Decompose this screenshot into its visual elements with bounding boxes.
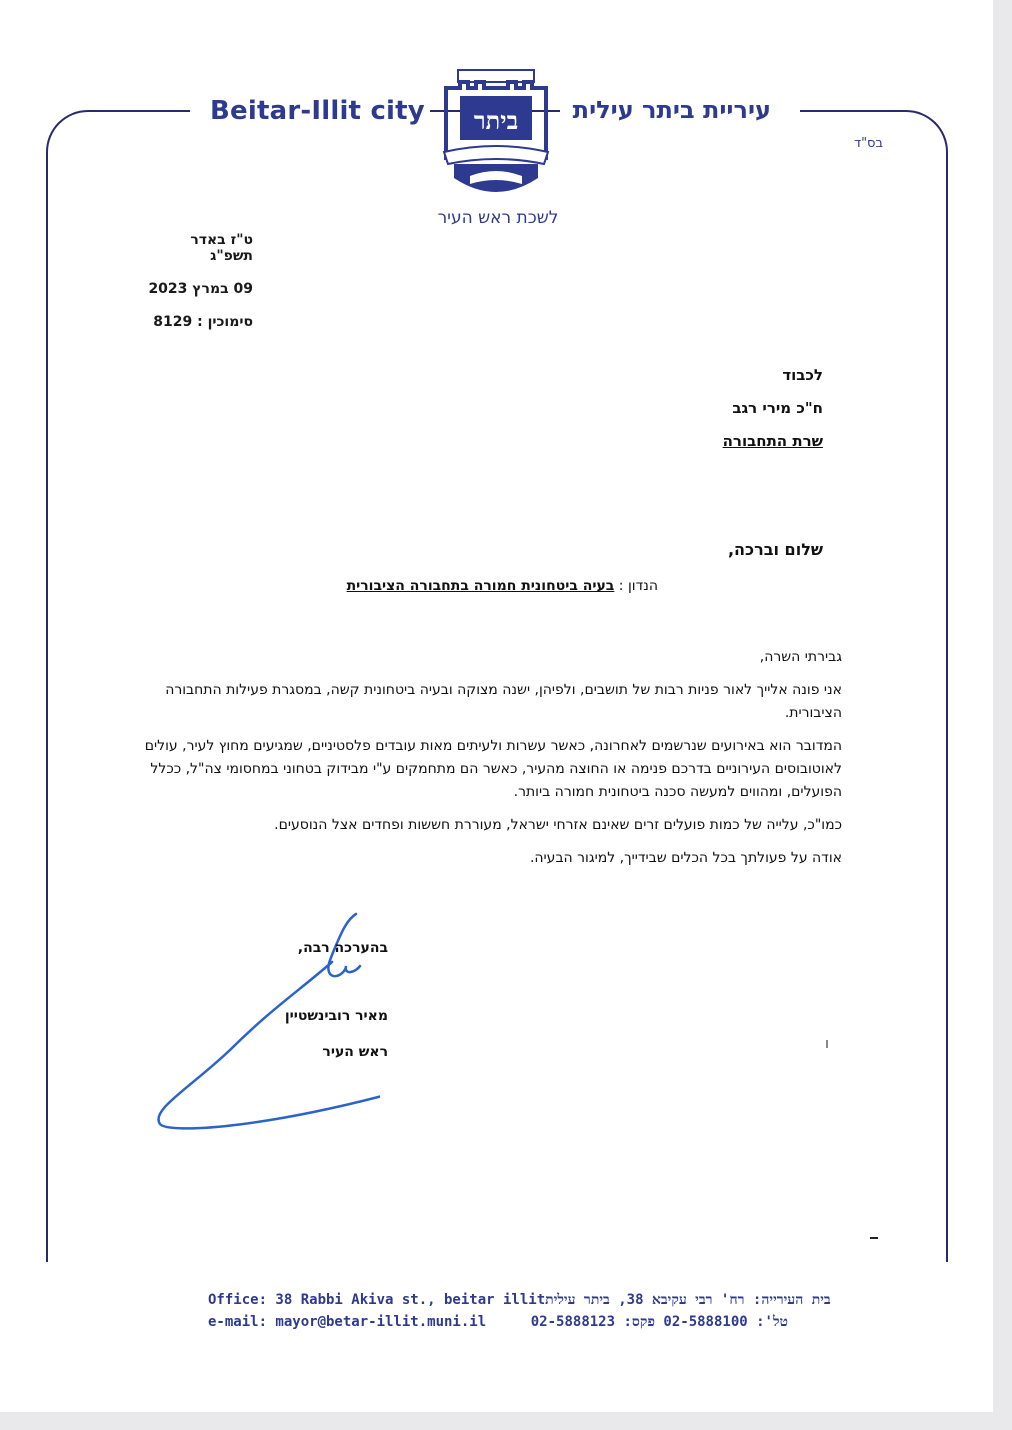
closing-block: [285, 940, 388, 1060]
mayor-office-label: לשכת ראש העיר: [437, 208, 559, 228]
gregorian-date: 09 במרץ 2023: [148, 281, 253, 297]
subject-text: בעיה ביטחונית חמורה בתחבורה הציבורית: [346, 578, 615, 594]
bsd-mark: בס"ד: [853, 136, 883, 151]
signer-name: מאיר רובינשטיין: [284, 1008, 388, 1024]
city-emblem-logo: [440, 66, 552, 202]
footer-row-address: [208, 1292, 831, 1314]
subject-line: [347, 578, 658, 594]
footer-email: e-mail: mayor@betar-illit.muni.il: [208, 1314, 487, 1330]
recipient-name: ח"כ מירי רגב: [732, 399, 823, 417]
recipient-salutation: לכבוד: [782, 366, 823, 384]
body-paragraph: כמו"כ, עלייה של כמות פועלים זרים שאינם אזרחי ישראל, מעוררת חששות ופחדים אצל הנוסעים.: [274, 817, 842, 833]
letter-body: [142, 646, 842, 880]
hebrew-date: ט"ז באדר תשפ"ג: [190, 232, 253, 264]
city-name-hebrew: עיריית ביתר עילית: [572, 96, 771, 124]
date-block: [143, 232, 253, 347]
letterhead-footer: [208, 1292, 831, 1336]
body-paragraph: אודה על פעולתך בכל הכלים שבידייך, למיגור הבעיה.: [529, 850, 842, 866]
closing-regards: בהערכה רבה,: [297, 940, 388, 956]
footer-office-hebrew: בית העירייה: רח' רבי עקיבא 38, ביתר עילית: [545, 1292, 831, 1308]
signer-role: ראש העיר: [322, 1044, 388, 1060]
body-paragraph: אני פונה אלייך לאור פניות רבות של תושבים, ולפיהן, ישנה מצוקה ובעיה ביטחונית קשה, במסגרת פעילות התחבורה הציבורית.: [165, 682, 842, 721]
footer-phones: טל': 02-5888100 פקס: 02-5888123: [530, 1314, 788, 1330]
subject-label: הנדון :: [618, 578, 658, 594]
city-name-english: Beitar-Illit city: [210, 96, 425, 126]
body-opening: גבירתי השרה,: [759, 649, 842, 665]
reference-number: סימוכין : 8129: [153, 314, 253, 330]
body-paragraph: המדובר הוא באירועים שנרשמים לאחרונה, כאשר עשרות ולעיתים מאות עובדים פלסטיניים, שמגיעים מחוץ לעיר, עולים לאוטובוסים העירוניים בדרכם פנימה או החוצה מהעיר, כאשר הם מתחמקים ע"י מבידוק בטחוני במחסומי צה"ל, ככלל הפועלים, ומהווים למעשה סכנה ביטחונית חמורה ביותר.: [144, 738, 842, 800]
recipient-title: שרת התחבורה: [722, 432, 823, 450]
scan-speck: [826, 1040, 828, 1048]
svg-text:ביתר: ביתר: [473, 106, 519, 135]
recipient-block: [723, 366, 823, 465]
greeting: שלום וברכה,: [727, 540, 823, 559]
footer-office-english: Office: 38 Rabbi Akiva st., beitar illit: [208, 1292, 546, 1308]
scan-speck: [870, 1237, 878, 1239]
footer-row-contact: [208, 1314, 788, 1336]
